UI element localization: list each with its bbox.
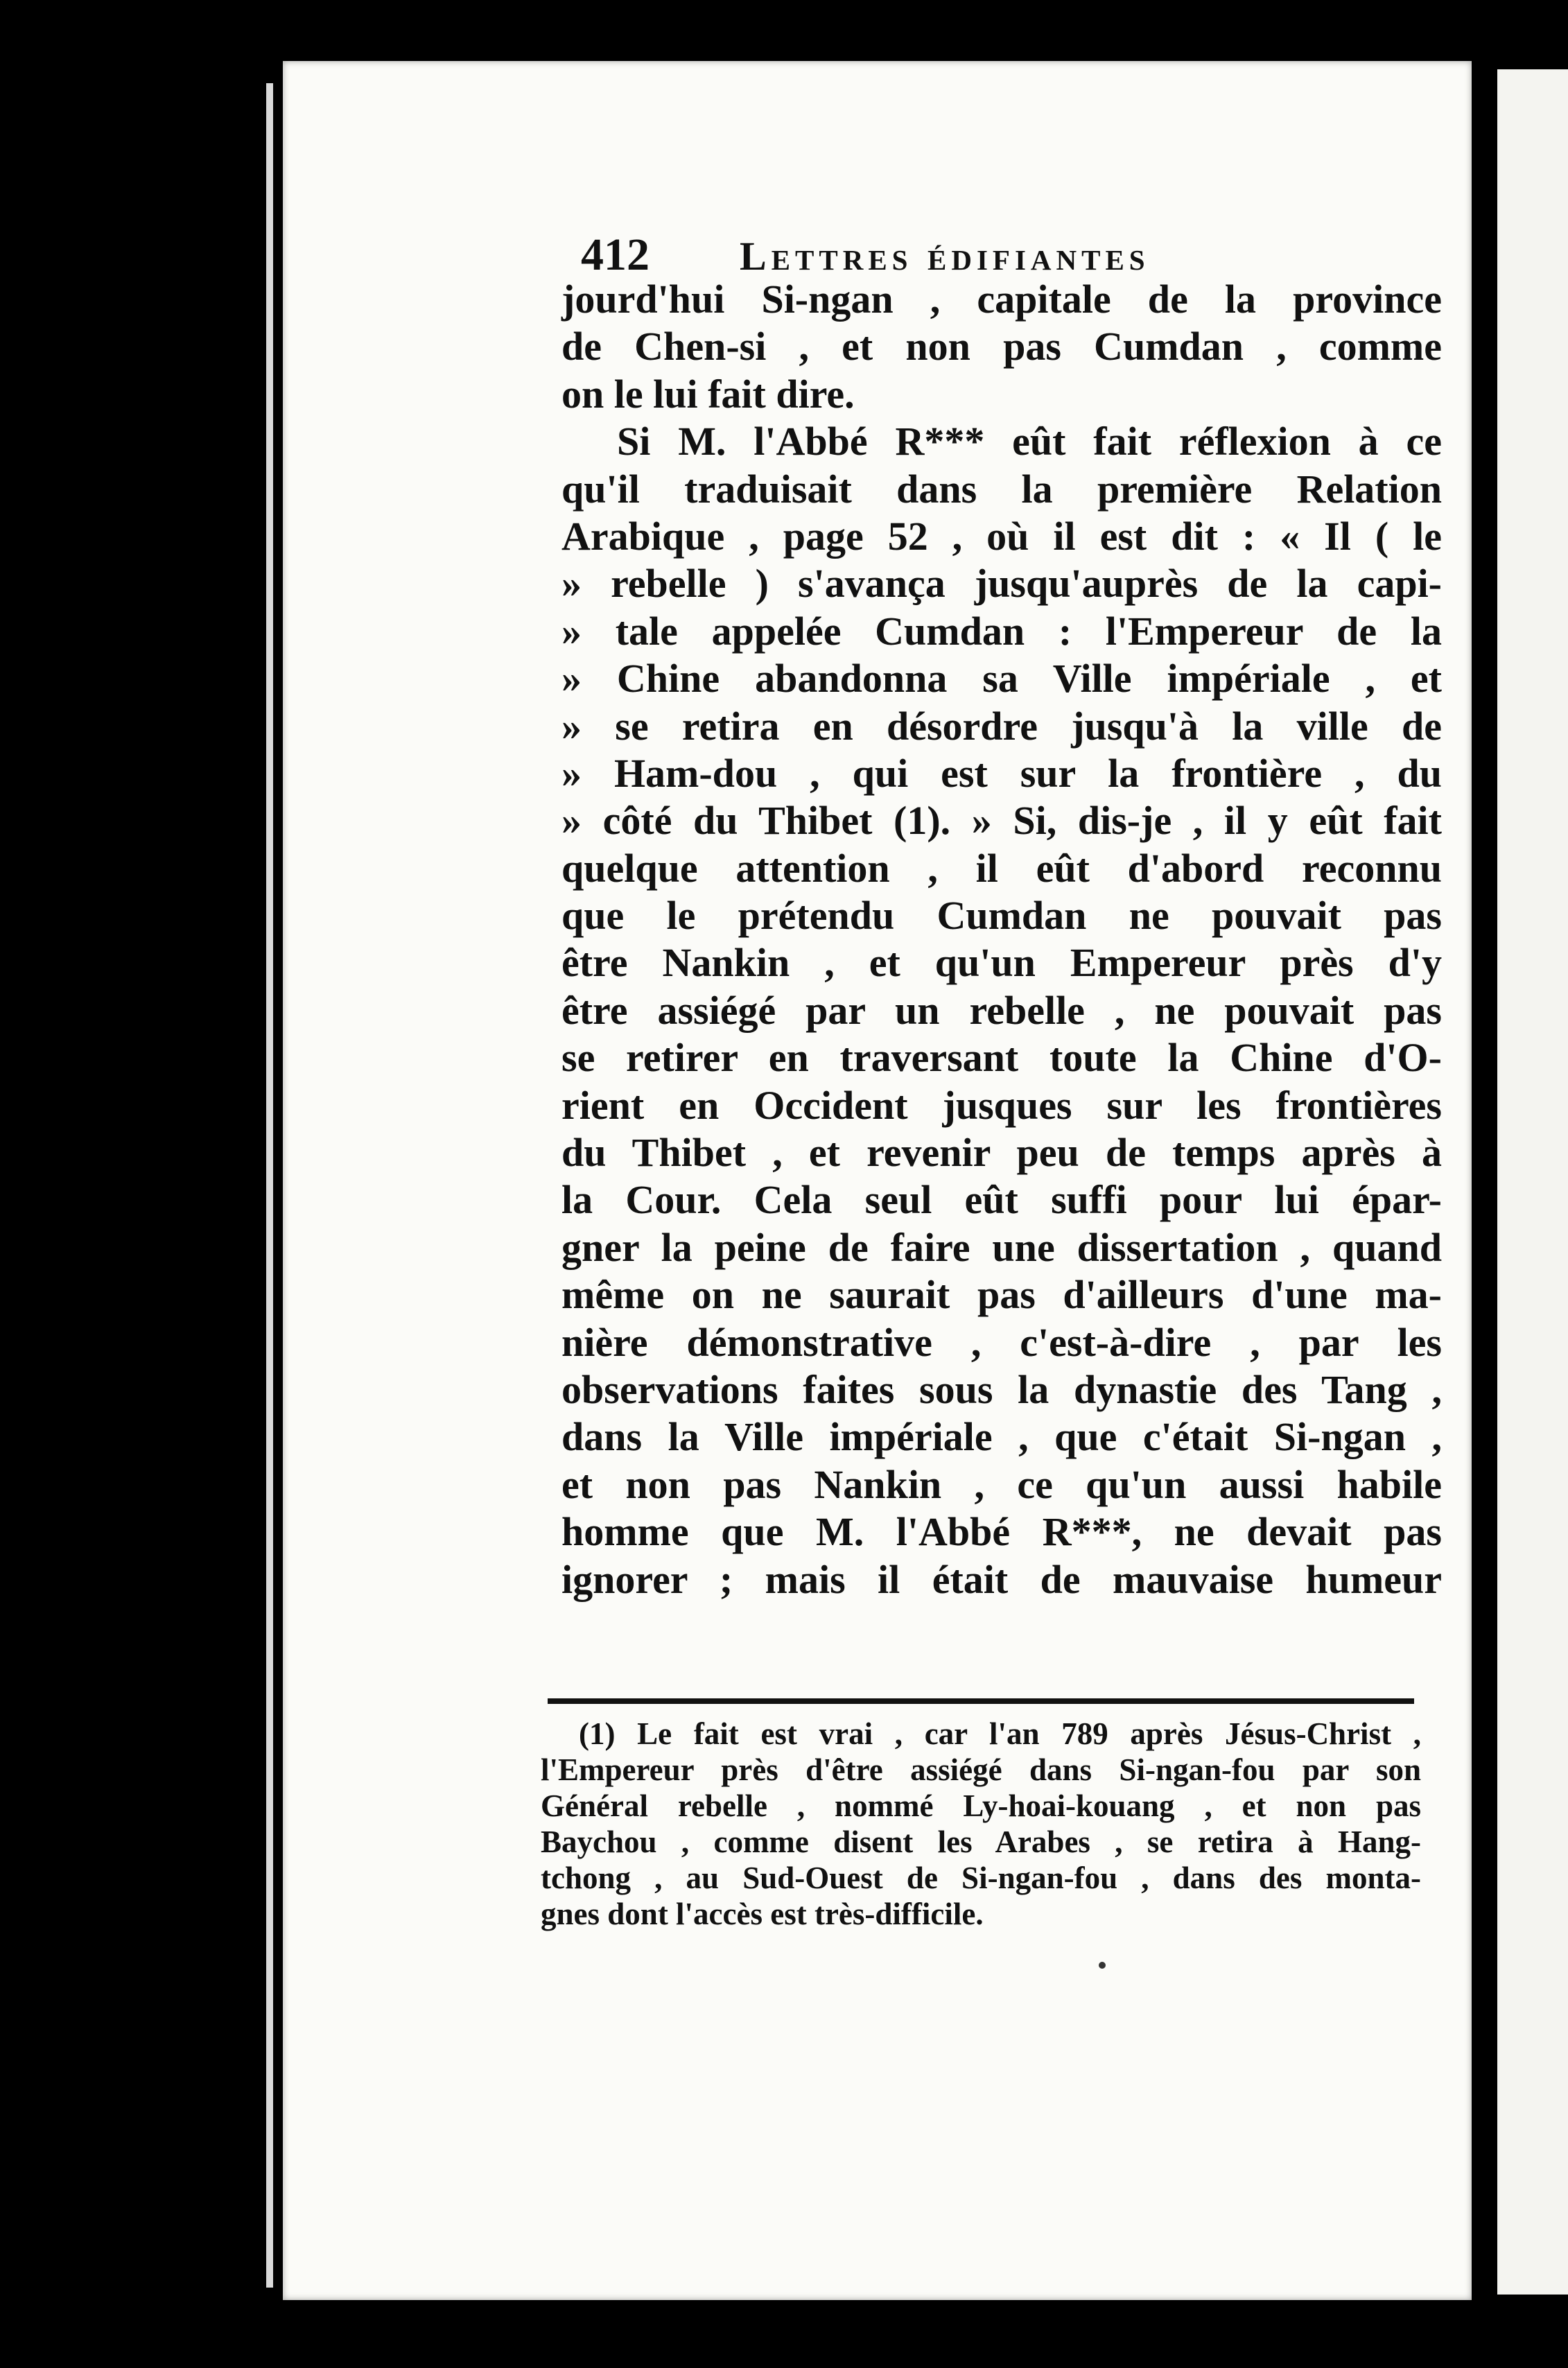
text-line: » Ham-dou , qui est sur la frontière , du [561,750,1442,796]
footnote-line: Général rebelle , nommé Ly-hoai-kouang , et non pas [541,1788,1421,1823]
text-line: homme que M. l'Abbé R***, ne devait pas [561,1509,1442,1555]
text-line: et non pas Nankin , ce qu'un aussi habile [561,1461,1442,1507]
text-line: jourd'hui Si-ngan , capitale de la province [561,277,1442,322]
footnote-line: Baychou , comme disent les Arabes , se retira à Hang- [541,1825,1421,1859]
text-line: Si M. l'Abbé R*** eût fait réflexion à ce [617,419,1442,464]
text-line: on le lui fait dire. [561,371,855,417]
footnote-line: (1) Le fait est vrai , car l'an 789 après Jésus-Christ , [579,1716,1421,1751]
text-line: rient en Occident jusques sur les frontières [561,1082,1442,1128]
text-line: » Chine abandonna sa Ville impériale , et [561,656,1442,702]
footnote-line: gnes dont l'accès est très-difficile. [541,1897,984,1931]
text-line: Arabique , page 52 , où il est dit : « Il ( le [561,513,1442,559]
text-line: » se retira en désordre jusqu'à la ville de [561,703,1442,749]
text-line: observations faites sous la dynastie des Tang , [561,1366,1442,1412]
text-line: se retirer en traversant toute la Chine d'O- [561,1035,1442,1081]
text-line: gner la peine de faire une dissertation , quand [561,1224,1442,1270]
text-line: qu'il traduisait dans la première Relation [561,466,1442,512]
text-line: quelque attention , il eût d'abord reconnu [561,845,1442,891]
text-line: que le prétendu Cumdan ne pouvait pas [561,893,1442,939]
text-line: être Nankin , et qu'un Empereur près d'y [561,940,1442,986]
text-line: du Thibet , et revenir peu de temps après à [561,1130,1442,1176]
text-line: de Chen-si , et non pas Cumdan , comme [561,324,1442,369]
text-line: » côté du Thibet (1). » Si, dis-je , il y eût fait [561,798,1442,844]
footnote-line: l'Empereur près d'être assiégé dans Si-ngan-fou par son [541,1752,1421,1787]
text-line: être assiégé par un rebelle , ne pouvait pas [561,987,1442,1033]
footnote-line: tchong , au Sud-Ouest de Si-ngan-fou , dans des monta- [541,1861,1421,1895]
footnotes [541,1716,1421,1932]
text-line: » rebelle ) s'avança jusqu'auprès de la capi- [561,561,1442,607]
text-line: la Cour. Cela seul eût suffi pour lui épar- [561,1177,1442,1223]
running-head: Lettres édifiantes [740,234,1150,279]
corner-mark [380,28,401,49]
body-text [561,276,1442,1603]
text-line: dans la Ville impériale , que c'était Si-ngan , [561,1414,1442,1460]
facing-page-edge [1497,69,1568,2295]
page-edge-left [266,83,273,2288]
text-line: » tale appelée Cumdan : l'Empereur de la [561,608,1442,654]
text-line: nière démonstrative , c'est-à-dire , par les [561,1319,1442,1365]
text-line: ignorer ; mais il était de mauvaise humeur [561,1556,1442,1602]
text-line: même on ne saurait pas d'ailleurs d'une ma- [561,1272,1442,1318]
ink-speck [1099,1962,1106,1969]
footnote-rule [548,1698,1414,1704]
page-number: 412 [581,229,650,280]
